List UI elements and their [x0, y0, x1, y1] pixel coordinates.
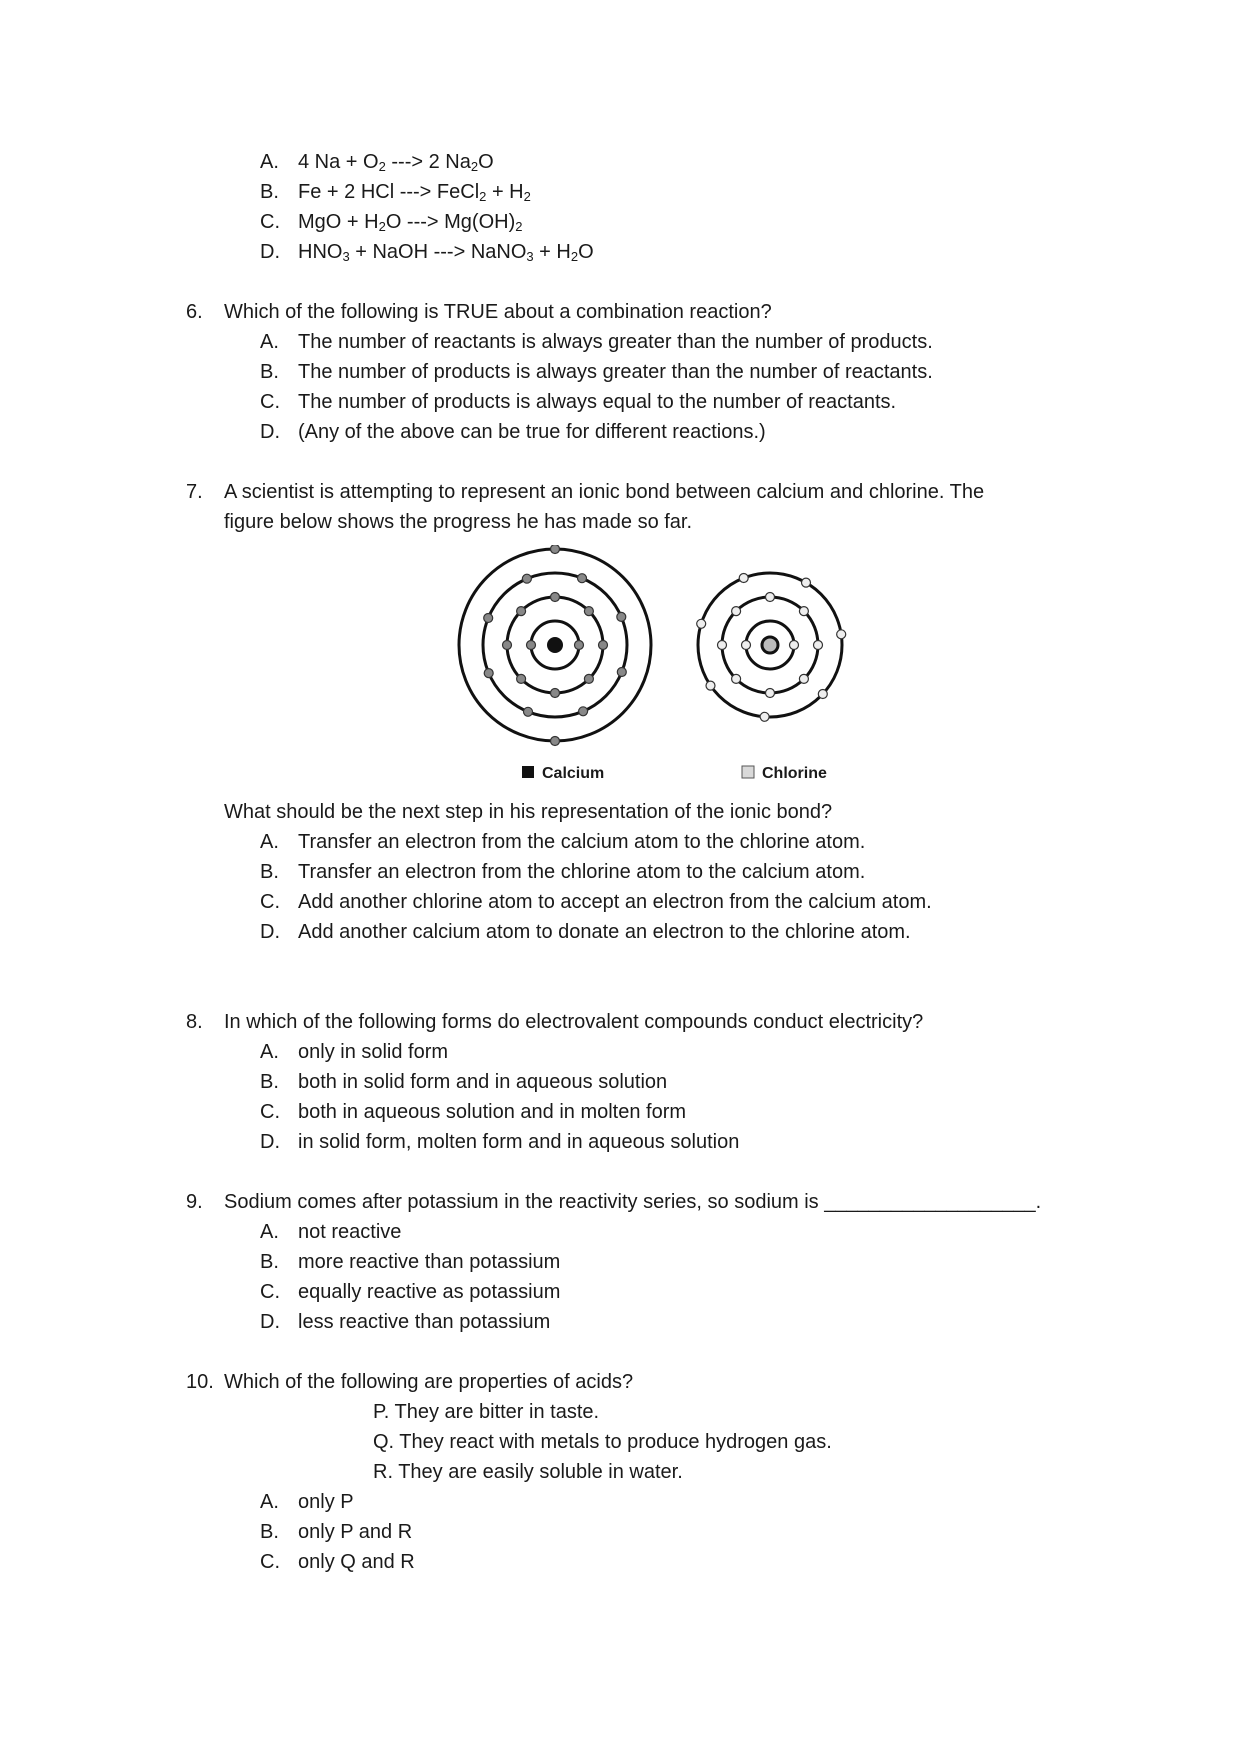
calcium-electron — [551, 737, 560, 746]
calcium-electron — [551, 593, 560, 602]
calcium-electron — [575, 641, 584, 650]
chlorine-electron — [766, 593, 775, 602]
chlorine-electron — [697, 619, 706, 628]
q6-option-d: D. (Any of the above can be true for different reactions.) — [260, 421, 766, 443]
chlorine-electron — [802, 578, 811, 587]
q9-option-c: C. equally reactive as potassium — [260, 1281, 561, 1303]
calcium-electron — [617, 668, 626, 677]
q6-option-b: B. The number of products is always greater than the number of reactants. — [260, 361, 933, 383]
q10-statement-q: Q. They react with metals to produce hydrogen gas. — [373, 1431, 832, 1453]
q7-option-a: A. Transfer an electron from the calcium atom to the chlorine atom. — [260, 831, 866, 853]
calcium-electron — [527, 641, 536, 650]
chlorine-electron — [799, 674, 808, 683]
q9-option-a: A. not reactive — [260, 1221, 402, 1243]
chlorine-atom — [697, 573, 846, 721]
chlorine-electron — [799, 607, 808, 616]
q7-stem-line2: figure below shows the progress he has made so far. — [224, 511, 693, 533]
calcium-electron — [551, 545, 560, 554]
q7-question: What should be the next step in his representation of the ionic bond? — [224, 801, 833, 823]
q8-stem: In which of the following forms do electrovalent compounds conduct electricity? — [224, 1011, 924, 1033]
calcium-electron — [517, 607, 526, 616]
chlorine-electron — [706, 681, 715, 690]
atom-diagram — [450, 545, 850, 785]
calcium-electron — [551, 689, 560, 698]
calcium-legend-label: Calcium — [542, 765, 605, 782]
q10-statement-p: P. They are bitter in taste. — [373, 1401, 600, 1423]
q9-stem: Sodium comes after potassium in the reactivity series, so sodium is ___________________. — [224, 1191, 1042, 1213]
q10-stem: Which of the following are properties of acids? — [224, 1371, 634, 1393]
q8-option-c: C. both in aqueous solution and in molten form — [260, 1101, 687, 1123]
calcium-legend-swatch — [522, 766, 534, 778]
chlorine-electron — [742, 641, 751, 650]
chlorine-electron — [718, 641, 727, 650]
q8-option-d: D. in solid form, molten form and in aqueous solution — [260, 1131, 740, 1153]
q6-option-c: C. The number of products is always equal to the number of reactants. — [260, 391, 897, 413]
chlorine-electron — [732, 674, 741, 683]
q10-option-b: B. only P and R — [260, 1521, 413, 1543]
q10-option-c: C. only Q and R — [260, 1551, 415, 1573]
calcium-electron — [584, 674, 593, 683]
chlorine-legend-swatch — [742, 766, 754, 778]
calcium-electron — [578, 574, 587, 583]
q7-stem-line1: A scientist is attempting to represent an ionic bond between calcium and chlorine. The — [224, 481, 985, 503]
q6-option-a: A. The number of reactants is always greater than the number of products. — [260, 331, 933, 353]
calcium-electron — [517, 674, 526, 683]
q8-number: 8. — [186, 1011, 203, 1033]
calcium-atom — [459, 545, 651, 746]
q9-option-b: B. more reactive than potassium — [260, 1251, 561, 1273]
chlorine-electron — [837, 630, 846, 639]
calcium-electron — [584, 607, 593, 616]
calcium-electron — [484, 614, 493, 623]
calcium-electron — [579, 707, 588, 716]
chlorine-electron — [739, 574, 748, 583]
chlorine-electron — [790, 641, 799, 650]
chlorine-electron — [766, 689, 775, 698]
chlorine-electron — [760, 712, 769, 721]
q10-number: 10. — [186, 1371, 214, 1393]
calcium-electron — [503, 641, 512, 650]
chlorine-electron — [732, 607, 741, 616]
q6-number: 6. — [186, 301, 203, 323]
chlorine-legend-label: Chlorine — [762, 765, 827, 782]
q7-option-c: C. Add another chlorine atom to accept an electron from the calcium atom. — [260, 891, 932, 913]
calcium-electron — [524, 707, 533, 716]
chlorine-electron — [818, 690, 827, 699]
chlorine-electron — [814, 641, 823, 650]
calcium-electron — [599, 641, 608, 650]
q9-number: 9. — [186, 1191, 203, 1213]
calcium-electron — [617, 612, 626, 621]
q8-option-b: B. both in solid form and in aqueous solution — [260, 1071, 668, 1093]
q10-statement-r: R. They are easily soluble in water. — [373, 1461, 683, 1483]
calcium-nucleus — [547, 637, 563, 653]
chlorine-nucleus — [762, 637, 778, 653]
q7-number: 7. — [186, 481, 203, 503]
q7-option-d: D. Add another calcium atom to donate an electron to the chlorine atom. — [260, 921, 911, 943]
q7-option-b: B. Transfer an electron from the chlorine atom to the calcium atom. — [260, 861, 866, 883]
q8-option-a: A. only in solid form — [260, 1041, 449, 1063]
calcium-electron — [522, 574, 531, 583]
calcium-electron — [484, 669, 493, 678]
worksheet-page: A. 4 $Na + O_2$ ---> 2 $Na_2O$ B. Fe + 2 HCl ---> FeCl$_2$ + $H_2$ C. MgO + $H_2O$ ---> $Mg(OH)_2$ D. $HNO_3$ + NaOH ---> NaNO$_3$ + $H_2O$ 6. Which of the following is TRUE about a combination reaction? A. The number of reactants is always greater than the number of products. B. The number of products is always greater than the number of reactants. C. The number of products is always equal to the number of reactants. D. (Any of the above can be true for different reactions.) 7. A scientist is attempting to represent an ionic bond between calcium and chlorine. The figure below shows the progress he has made so far. Calcium Chlorine What should be the next step in his representation of the ionic bond? A. Transfer an electron from the calcium atom to the chlorine atom. B. Transfer an electron from the chlorine atom to the calcium atom. C. Add another chlorine atom to accept an electron from the calcium atom. D. Add another calcium atom to donate an electron to the chlorine atom. 8. In which of the following forms do electrovalent compounds conduct electricity? A. only in solid form B. both in solid form and in aqueous solution C. both in aqueous solution and in molten form D. in solid form, molten form and in aqueous solution 9. Sodium comes after potassium in the reactivity series, so sodium is ___________________. A. not reactive B. more reactive than potassium C. equally reactive as potassium D. less reactive than potassium 10. Which of the following are properties of acids? P. They are bitter in taste. Q. They react with metals to produce hydrogen gas. R. They are easily soluble in water. A. only P B. only P and R C. only Q and R — [186, 151, 1042, 1573]
q10-option-a: A. only P — [260, 1491, 354, 1513]
q9-option-d: D. less reactive than potassium — [260, 1311, 551, 1333]
q6-stem: Which of the following is TRUE about a combination reaction? — [224, 301, 772, 323]
